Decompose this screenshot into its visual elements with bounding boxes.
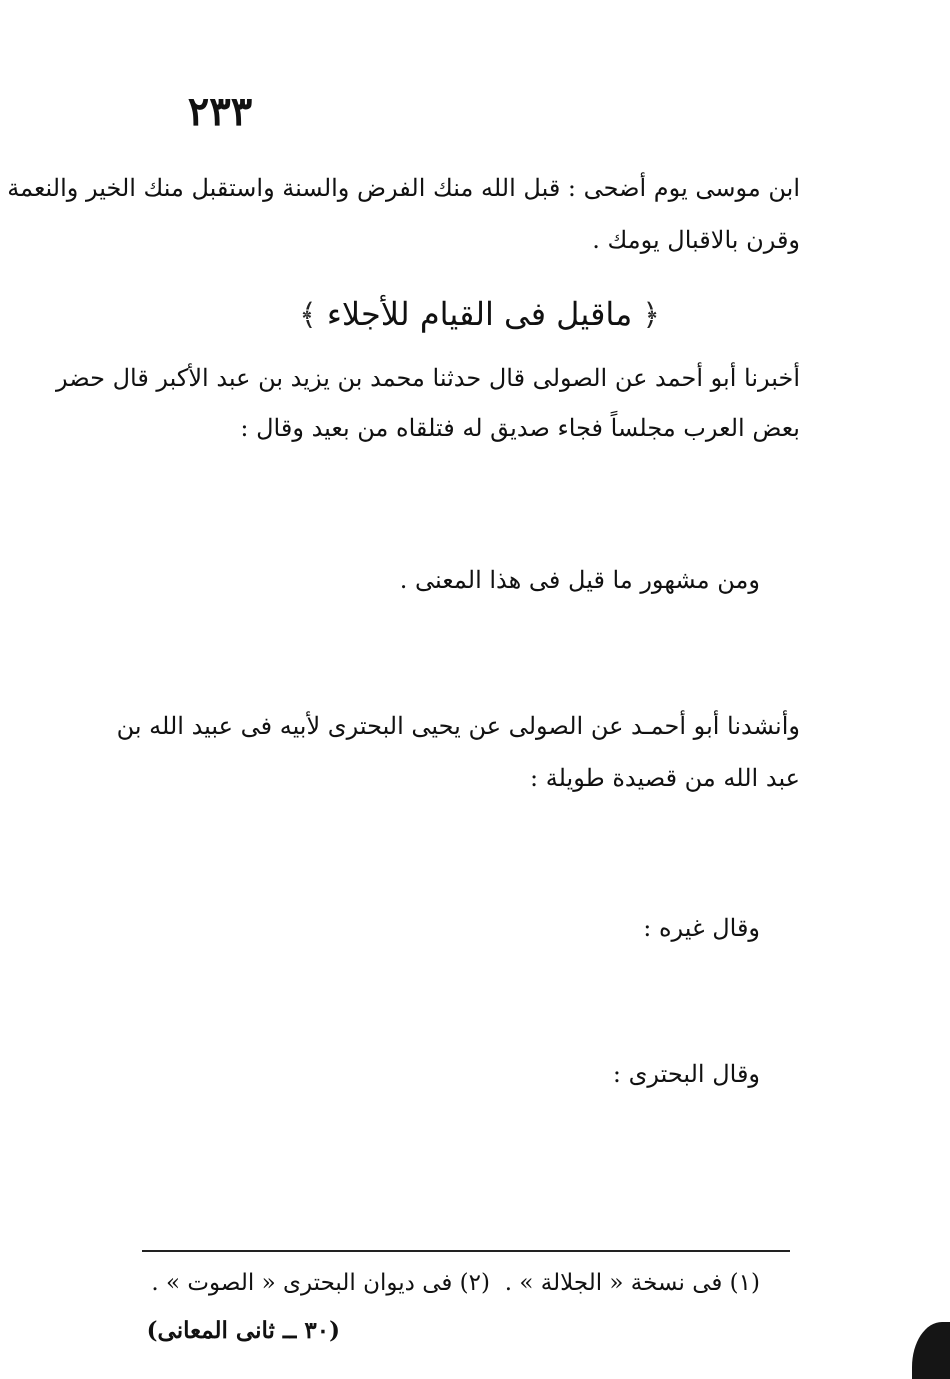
page-number: ٢٣٣ <box>187 88 253 135</box>
scan-edge-shadow <box>912 1322 950 1379</box>
para2-line-2: عبد الله من قصيدة طويلة : <box>530 764 800 792</box>
ornament-right-icon: ﴿ <box>642 298 660 333</box>
buhturi-line: وقال البحترى : <box>612 1060 760 1088</box>
section-title-block <box>300 292 660 338</box>
intro-line-2: وقرن بالاقبال يومك . <box>592 226 800 254</box>
signature-mark: (٣٠ ــ ثانى المعانى) <box>146 1317 340 1344</box>
para1-line-1: أخبرنا أبو أحمد عن الصولى قال حدثنا محمد بن يزيد بن عبد الأكبر قال حضر <box>56 364 800 392</box>
ornament-left-icon: ﴾ <box>299 298 317 333</box>
intro-line-1: ابن موسى يوم أضحى : قبل الله منك الفرض والسنة واستقبل منك الخير والنعمة <box>7 174 800 202</box>
section-title: ماقيل فى القيام للأجلاء <box>326 295 633 333</box>
mashhur-line: ومن مشهور ما قيل فى هذا المعنى . <box>399 566 760 594</box>
para2-line-1: وأنشدنا أبو أحمـد عن الصولى عن يحيى البحترى لأبيه فى عبيد الله بن <box>116 712 800 740</box>
footnote-divider <box>142 1250 790 1252</box>
footnote-2: (٢) فى ديوان البحترى « الصوت » . <box>151 1270 490 1296</box>
ghayruh-line: وقال غيره : <box>643 914 760 942</box>
para1-line-2: بعض العرب مجلساً فجاء صديق له فتلقاه من بعيد وقال : <box>240 414 800 442</box>
footnote-1: (١) فى نسخة « الجلالة » . <box>504 1270 760 1296</box>
